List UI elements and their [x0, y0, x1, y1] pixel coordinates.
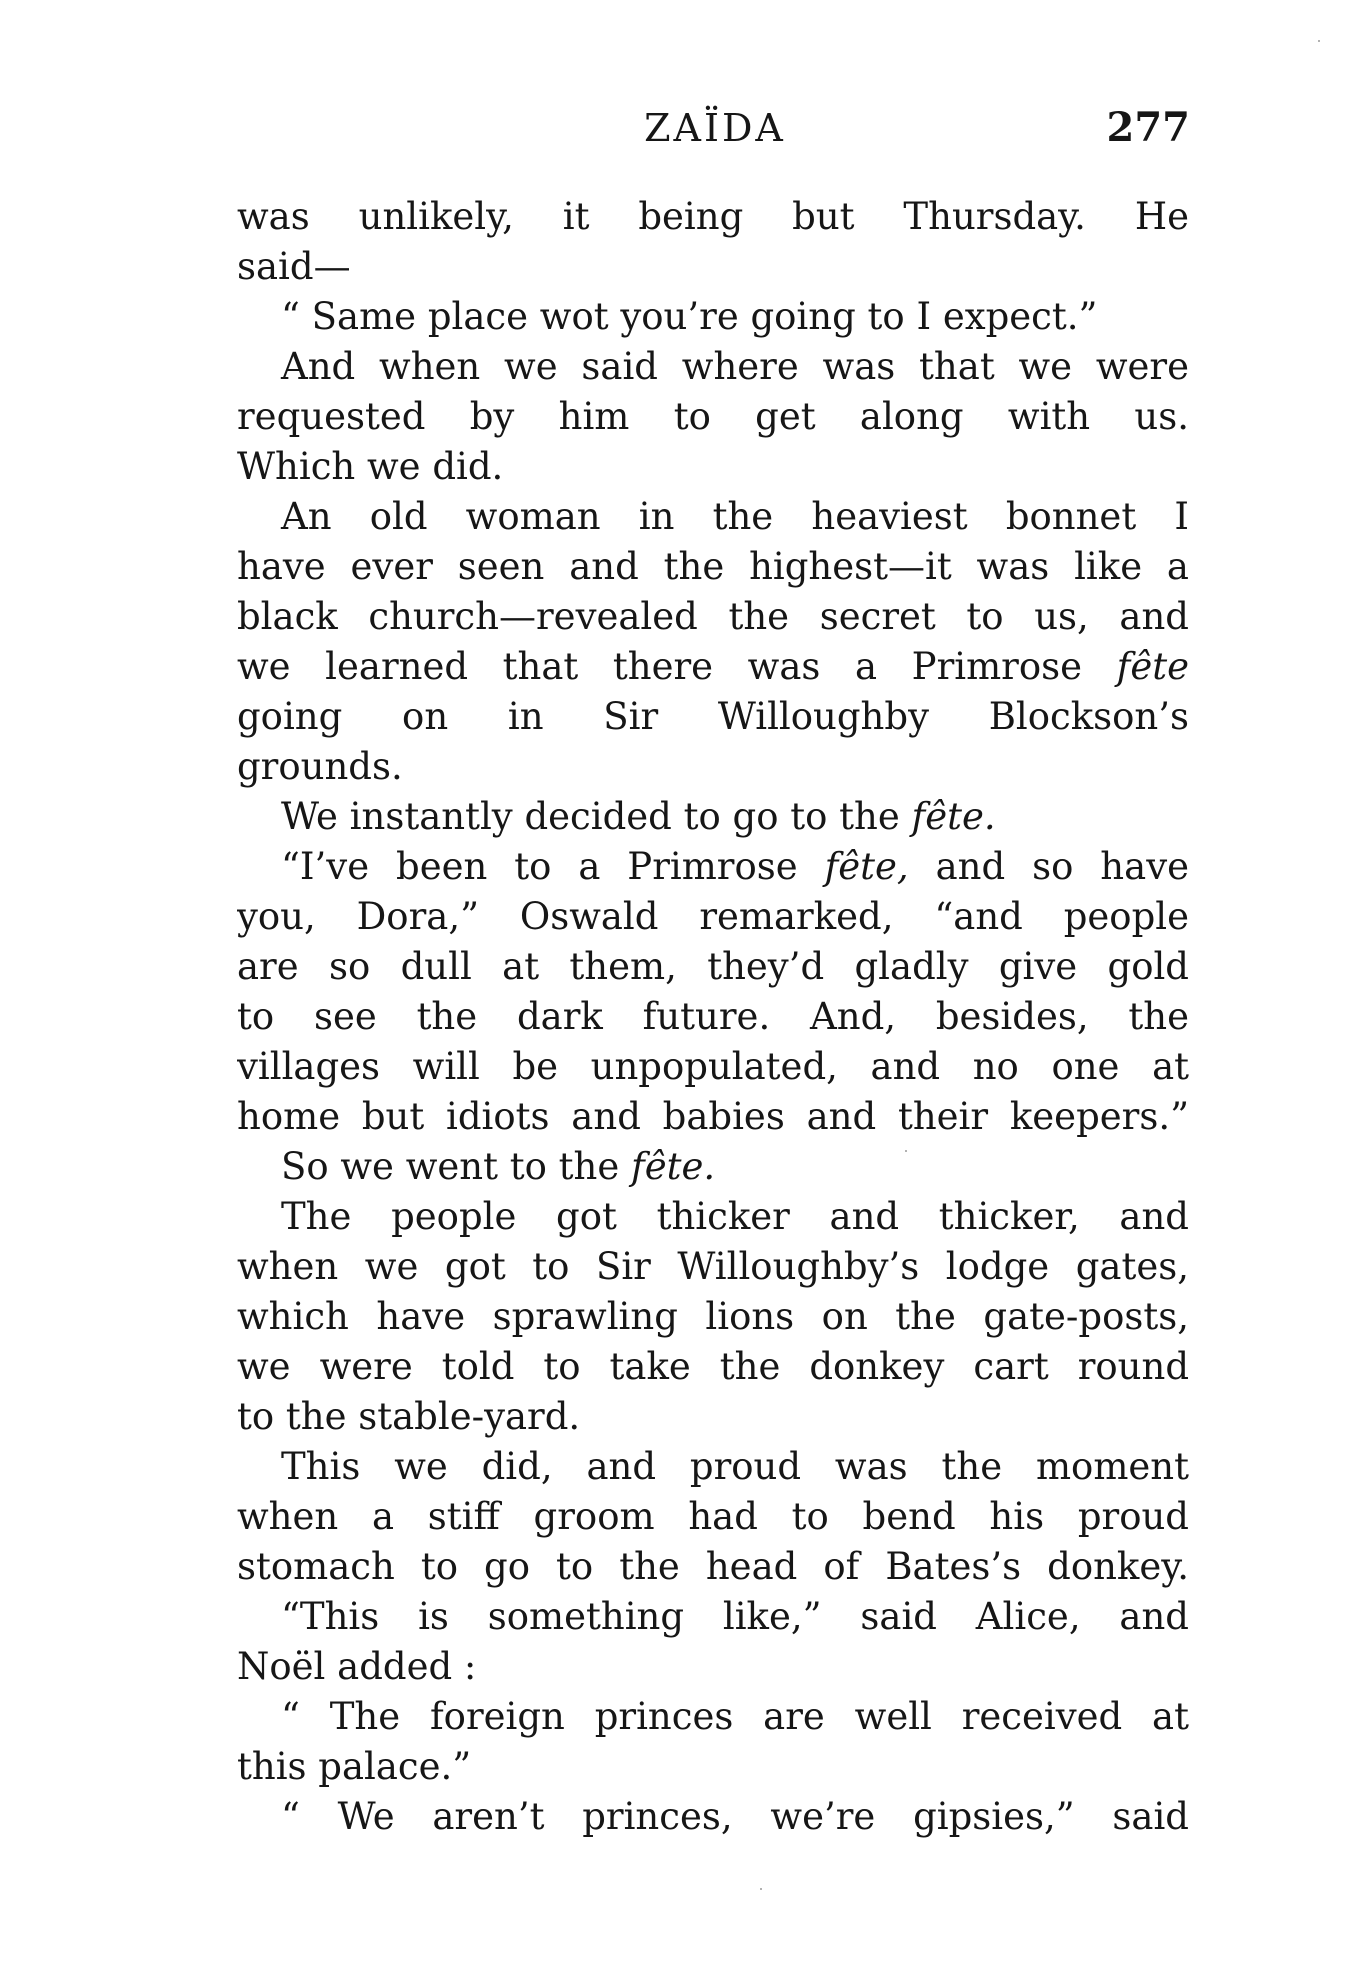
text-line — [237, 1142, 1189, 1192]
paper-speck — [905, 1150, 907, 1152]
text-run: which have sprawling lions on the gate-posts, — [237, 1295, 1189, 1338]
text-line — [237, 492, 1189, 542]
text-line — [237, 792, 1189, 842]
running-title: ZAÏDA — [644, 106, 786, 150]
italic-run: fête, — [824, 845, 909, 888]
text-run: going on in Sir Willoughby Blockson’s — [237, 695, 1189, 738]
text-run: you, Dora,” Oswald remarked, “and people — [237, 895, 1189, 938]
text-run: We instantly decided to go to the — [281, 795, 912, 838]
text-run: So we went to the — [281, 1145, 632, 1188]
text-run: and so have — [908, 845, 1189, 888]
text-run: we learned that there was a Primrose — [237, 645, 1117, 688]
text-run: “ Same place wot you’re going to I expect.” — [281, 295, 1098, 338]
text-run: when we got to Sir Willoughby’s lodge gates, — [237, 1245, 1189, 1288]
text-line — [237, 242, 1189, 292]
text-line — [237, 1042, 1189, 1092]
text-line — [237, 692, 1189, 742]
text-line — [237, 342, 1189, 392]
text-run: This we did, and proud was the moment — [281, 1445, 1189, 1488]
text-line — [237, 1292, 1189, 1342]
text-line — [237, 442, 1189, 492]
text-run: this palace.” — [237, 1745, 472, 1788]
text-line — [237, 1542, 1189, 1592]
italic-run: fête. — [911, 795, 996, 838]
text-run: Noël added : — [237, 1645, 477, 1688]
text-run: “I’ve been to a Primrose — [281, 845, 825, 888]
text-line — [237, 1792, 1189, 1842]
text-line — [237, 192, 1189, 242]
text-run: home but idiots and babies and their keepers.” — [237, 1095, 1189, 1138]
text-run: grounds. — [237, 745, 403, 788]
paper-speck — [760, 1888, 762, 1890]
text-run: black church—revealed the secret to us, and — [237, 595, 1189, 638]
text-line — [237, 1342, 1189, 1392]
text-run: to see the dark future. And, besides, the — [237, 995, 1189, 1038]
paper-speck — [1318, 40, 1320, 42]
text-run: have ever seen and the highest—it was like a — [237, 545, 1189, 588]
text-run: we were told to take the donkey cart round — [237, 1345, 1189, 1388]
italic-run: fête. — [631, 1145, 716, 1188]
text-run: “ The foreign princes are well received at — [281, 1695, 1189, 1738]
italic-run: fête — [1116, 645, 1189, 688]
text-line — [237, 1592, 1189, 1642]
text-line — [237, 1442, 1189, 1492]
text-line — [237, 992, 1189, 1042]
text-run: The people got thicker and thicker, and — [281, 1195, 1189, 1238]
text-line — [237, 1492, 1189, 1542]
text-run: when a stiff groom had to bend his proud — [237, 1495, 1189, 1538]
text-line — [237, 392, 1189, 442]
text-line — [237, 1192, 1189, 1242]
text-line — [237, 292, 1189, 342]
text-line — [237, 542, 1189, 592]
text-run: “This is something like,” said Alice, and — [281, 1595, 1189, 1638]
page-number: 277 — [1106, 104, 1190, 151]
text-run: stomach to go to the head of Bates’s donkey. — [237, 1545, 1189, 1588]
text-line — [237, 592, 1189, 642]
text-line — [237, 642, 1189, 692]
text-run: requested by him to get along with us. — [237, 395, 1189, 438]
body-text — [237, 192, 1189, 1842]
text-run: “ We aren’t princes, we’re gipsies,” said — [281, 1795, 1189, 1838]
text-line — [237, 942, 1189, 992]
text-line — [237, 842, 1189, 892]
text-line — [237, 1742, 1189, 1792]
text-line — [237, 1642, 1189, 1692]
text-line — [237, 1392, 1189, 1442]
text-run: said— — [237, 245, 351, 288]
text-run: to the stable-yard. — [237, 1395, 581, 1438]
text-run: An old woman in the heaviest bonnet I — [281, 495, 1189, 538]
text-run: Which we did. — [237, 445, 504, 488]
text-run: villages will be unpopulated, and no one at — [237, 1045, 1189, 1088]
running-head — [240, 98, 1190, 158]
text-line — [237, 1692, 1189, 1742]
text-line — [237, 892, 1189, 942]
text-run: And when we said where was that we were — [281, 345, 1189, 388]
text-line — [237, 1242, 1189, 1292]
text-run: are so dull at them, they’d gladly give gold — [237, 945, 1189, 988]
text-line — [237, 742, 1189, 792]
text-run: was unlikely, it being but Thursday. He — [237, 195, 1189, 238]
text-line — [237, 1092, 1189, 1142]
